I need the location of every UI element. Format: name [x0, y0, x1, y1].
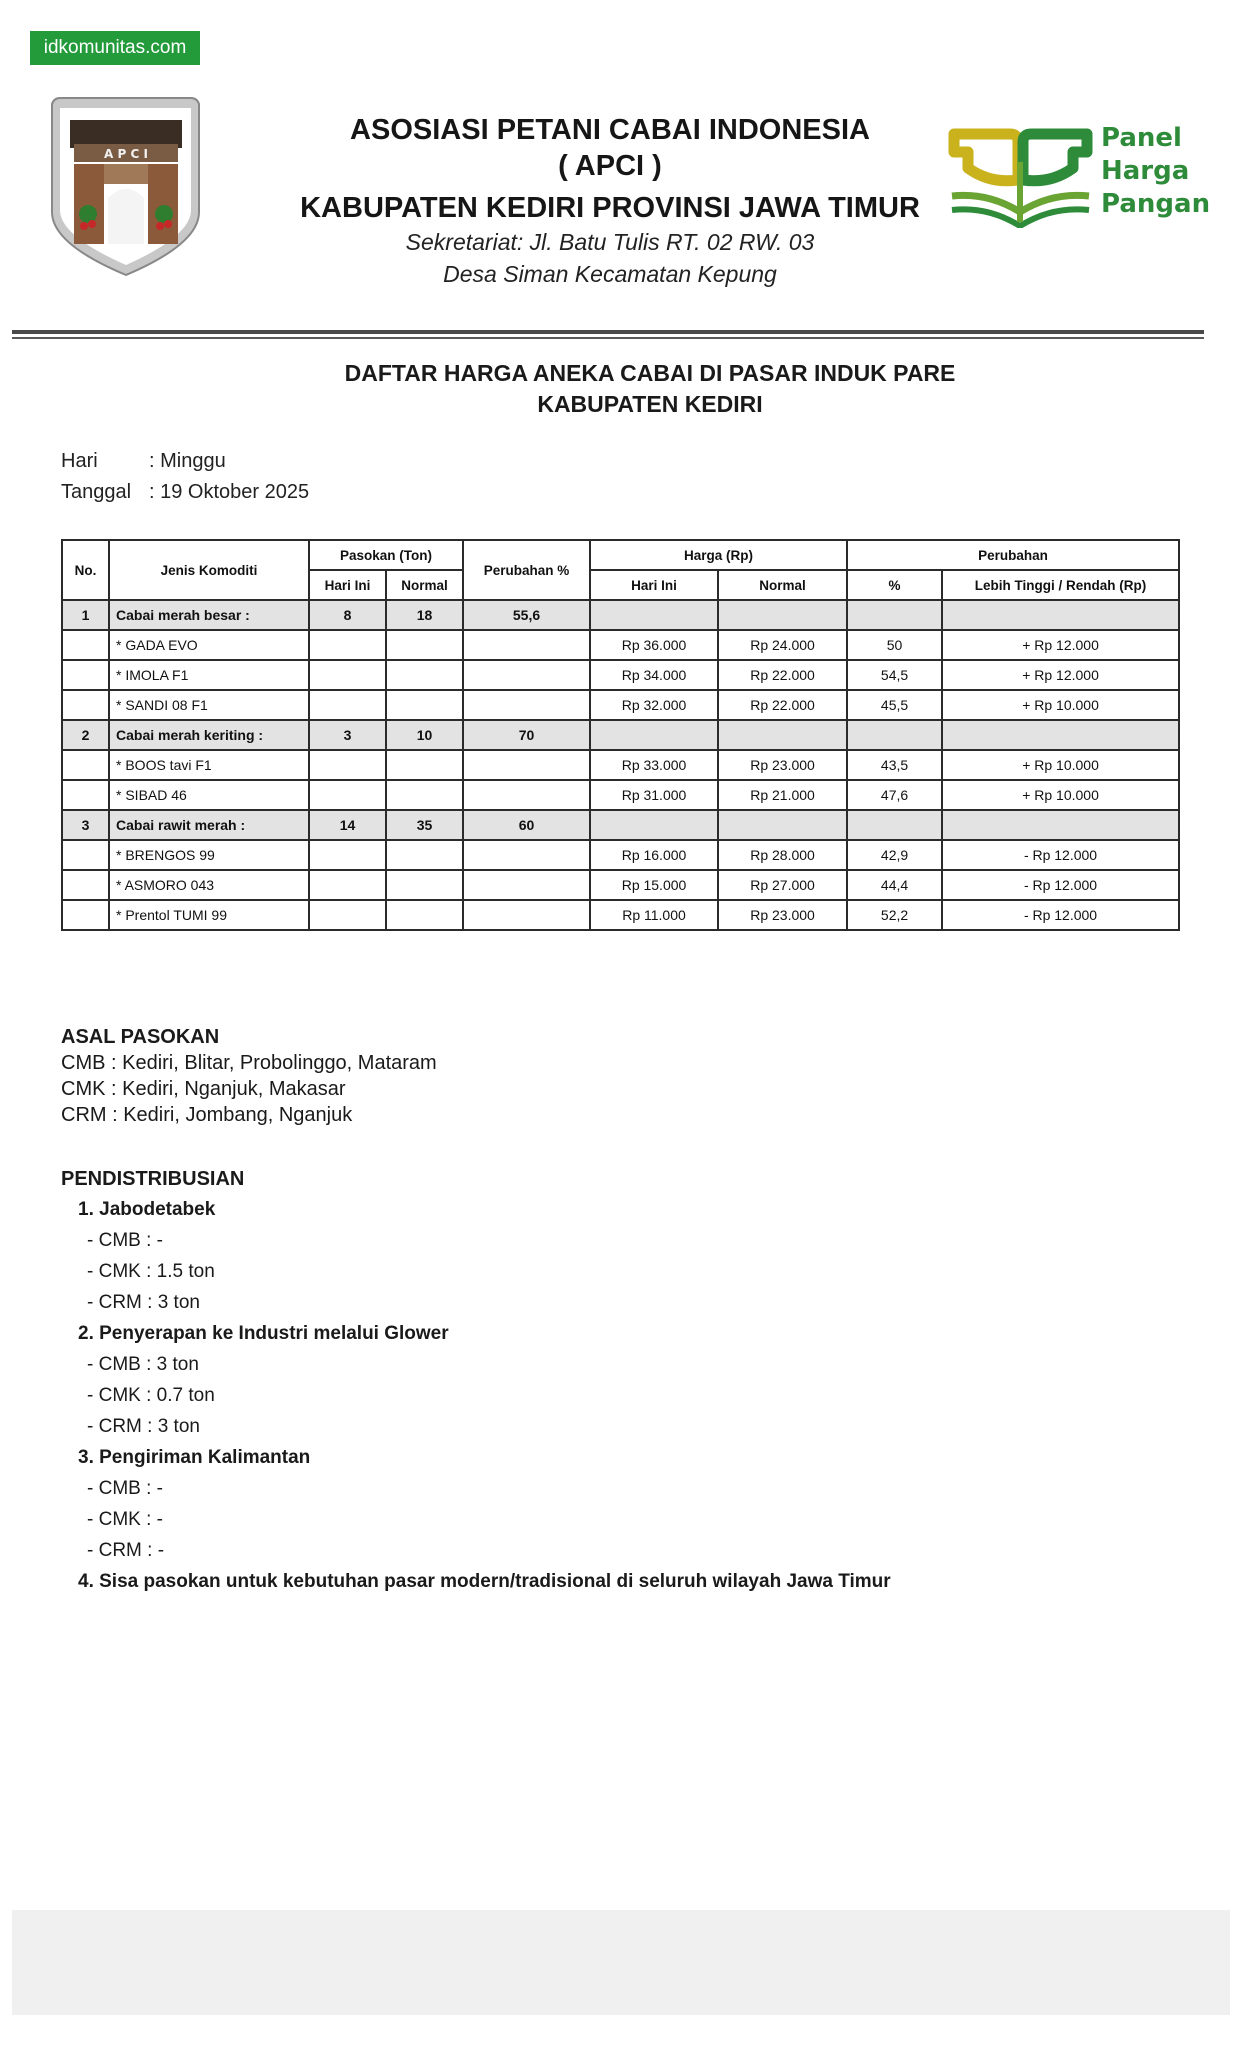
cell-group-name: Cabai merah keriting :	[109, 720, 309, 750]
distribution-line: - CMK : 1.5 ton	[87, 1261, 215, 1282]
cell-price-today: Rp 34.000	[590, 660, 718, 690]
table-row	[62, 690, 1179, 720]
cell-diff: - Rp 12.000	[942, 900, 1179, 930]
php-logo-line: Panel	[1101, 123, 1182, 153]
cell-price-today: Rp 15.000	[590, 870, 718, 900]
cell-no: 3	[62, 810, 109, 840]
cell-percent: 52,2	[847, 900, 942, 930]
cell-percent: 42,9	[847, 840, 942, 870]
cell-change-pct: 70	[463, 720, 590, 750]
header-price: Harga (Rp)	[590, 540, 847, 570]
cell-percent: 44,4	[847, 870, 942, 900]
header-change-diff: Lebih Tinggi / Rendah (Rp)	[942, 570, 1179, 600]
cell-price-normal: Rp 28.000	[718, 840, 847, 870]
org-name: ASOSIASI PETANI CABAI INDONESIA	[350, 114, 870, 146]
cell-variety: * SANDI 08 F1	[109, 690, 309, 720]
price-table	[61, 539, 1180, 931]
header-change-pct: Perubahan %	[463, 540, 590, 600]
table-row	[62, 630, 1179, 660]
cell-price-normal: Rp 27.000	[718, 870, 847, 900]
header-price-today: Hari Ini	[590, 570, 718, 600]
cell-no: 2	[62, 720, 109, 750]
cell-no: 1	[62, 600, 109, 630]
letterhead	[250, 112, 970, 290]
header-commodity: Jenis Komoditi	[109, 540, 309, 600]
cell-price-normal: Rp 21.000	[718, 780, 847, 810]
header-change-percent: %	[847, 570, 942, 600]
supply-origin-title: ASAL PASOKAN	[61, 1026, 220, 1048]
cell-diff: + Rp 12.000	[942, 660, 1179, 690]
cell-price-normal: Rp 22.000	[718, 690, 847, 720]
day-label: Hari	[61, 450, 98, 472]
cell-variety: * Prentol TUMI 99	[109, 900, 309, 930]
header-price-normal: Normal	[718, 570, 847, 600]
cell-percent: 54,5	[847, 660, 942, 690]
distribution-line: - CMB : -	[87, 1230, 163, 1251]
footer-band	[12, 1910, 1230, 2015]
date-value: : 19 Oktober 2025	[149, 481, 310, 503]
distribution-heading: 4. Sisa pasokan untuk kebutuhan pasar modern/tradisional di seluruh wilayah Jawa Timur	[78, 1571, 891, 1592]
distribution-line: - CRM : 3 ton	[87, 1416, 200, 1437]
letterhead-divider	[12, 337, 1204, 339]
org-abbr: ( APCI )	[558, 150, 662, 182]
distribution-line: - CRM : 3 ton	[87, 1292, 200, 1313]
date-label: Tanggal	[61, 481, 132, 503]
supply-origin-line: CRM : Kediri, Jombang, Nganjuk	[61, 1104, 353, 1126]
watermark-badge: idkomunitas.com	[30, 31, 200, 65]
cell-supply-today: 8	[309, 600, 386, 630]
cell-diff: + Rp 10.000	[942, 780, 1179, 810]
cell-supply-today: 3	[309, 720, 386, 750]
cell-price-today: Rp 31.000	[590, 780, 718, 810]
document-title-line: DAFTAR HARGA ANEKA CABAI DI PASAR INDUK PARE	[344, 360, 956, 386]
cell-diff: + Rp 10.000	[942, 690, 1179, 720]
document-meta	[61, 446, 309, 508]
document-title	[200, 358, 1100, 420]
day-value: : Minggu	[149, 450, 226, 472]
cell-variety: * BOOS tavi F1	[109, 750, 309, 780]
cell-supply-today: 14	[309, 810, 386, 840]
org-address-line: Sekretariat: Jl. Batu Tulis RT. 02 RW. 03	[405, 229, 815, 255]
cell-supply-normal: 35	[386, 810, 463, 840]
distribution-line: - CRM : -	[87, 1540, 165, 1561]
cell-variety: * IMOLA F1	[109, 660, 309, 690]
cell-price-normal: Rp 23.000	[718, 900, 847, 930]
cell-group-name: Cabai merah besar :	[109, 600, 309, 630]
cell-price-today: Rp 36.000	[590, 630, 718, 660]
distribution-line: - CMB : -	[87, 1478, 163, 1499]
cell-variety: * SIBAD 46	[109, 780, 309, 810]
table-row	[62, 780, 1179, 810]
table-row	[62, 660, 1179, 690]
php-logo-line: Harga	[1101, 156, 1190, 186]
cell-price-today: Rp 33.000	[590, 750, 718, 780]
cell-change-pct: 60	[463, 810, 590, 840]
table-row	[62, 900, 1179, 930]
header-no: No.	[62, 540, 109, 600]
org-region: KABUPATEN KEDIRI PROVINSI JAWA TIMUR	[300, 192, 920, 224]
supply-origin-line: CMB : Kediri, Blitar, Probolinggo, Mataram	[61, 1052, 437, 1074]
distribution-heading: 2. Penyerapan ke Industri melalui Glower	[78, 1323, 449, 1344]
cell-variety: * BRENGOS 99	[109, 840, 309, 870]
cell-price-normal: Rp 22.000	[718, 660, 847, 690]
cell-price-today: Rp 11.000	[590, 900, 718, 930]
cell-diff: - Rp 12.000	[942, 870, 1179, 900]
document-title-line: KABUPATEN KEDIRI	[537, 391, 763, 417]
supply-origin-line: CMK : Kediri, Nganjuk, Makasar	[61, 1078, 346, 1100]
cell-percent: 47,6	[847, 780, 942, 810]
distribution-heading: 3. Pengiriman Kalimantan	[78, 1447, 311, 1468]
distribution-line: - CMB : 3 ton	[87, 1354, 199, 1375]
header-change: Perubahan	[847, 540, 1179, 570]
cell-variety: * GADA EVO	[109, 630, 309, 660]
table-group-row	[62, 600, 1179, 630]
cell-supply-normal: 10	[386, 720, 463, 750]
cell-price-normal: Rp 24.000	[718, 630, 847, 660]
cell-diff: + Rp 10.000	[942, 750, 1179, 780]
table-group-row	[62, 720, 1179, 750]
distribution-section	[61, 1164, 891, 1597]
cell-group-name: Cabai rawit merah :	[109, 810, 309, 840]
table-group-row	[62, 810, 1179, 840]
header-supply-today: Hari Ini	[309, 570, 386, 600]
apci-logo	[44, 94, 207, 279]
panel-harga-pangan-logo	[948, 122, 1211, 228]
header-supply: Pasokan (Ton)	[309, 540, 463, 570]
cell-change-pct: 55,6	[463, 600, 590, 630]
distribution-line: - CMK : 0.7 ton	[87, 1385, 215, 1406]
cell-price-normal: Rp 23.000	[718, 750, 847, 780]
cell-variety: * ASMORO 043	[109, 870, 309, 900]
org-address-line: Desa Siman Kecamatan Kepung	[443, 261, 777, 287]
table-row	[62, 870, 1179, 900]
cell-diff: + Rp 12.000	[942, 630, 1179, 660]
distribution-title: PENDISTRIBUSIAN	[61, 1168, 245, 1190]
supply-origin-section	[61, 1024, 437, 1128]
cell-supply-normal: 18	[386, 600, 463, 630]
apci-logo-text: A P C I	[104, 147, 148, 161]
distribution-line: - CMK : -	[87, 1509, 163, 1530]
cell-percent: 43,5	[847, 750, 942, 780]
php-logo-line: Pangan	[1101, 189, 1211, 219]
cell-price-today: Rp 16.000	[590, 840, 718, 870]
cell-price-today: Rp 32.000	[590, 690, 718, 720]
table-row	[62, 840, 1179, 870]
cell-diff: - Rp 12.000	[942, 840, 1179, 870]
distribution-heading: 1. Jabodetabek	[78, 1199, 216, 1220]
letterhead-divider	[12, 330, 1204, 334]
cell-percent: 50	[847, 630, 942, 660]
header-supply-normal: Normal	[386, 570, 463, 600]
table-row	[62, 750, 1179, 780]
cell-percent: 45,5	[847, 690, 942, 720]
